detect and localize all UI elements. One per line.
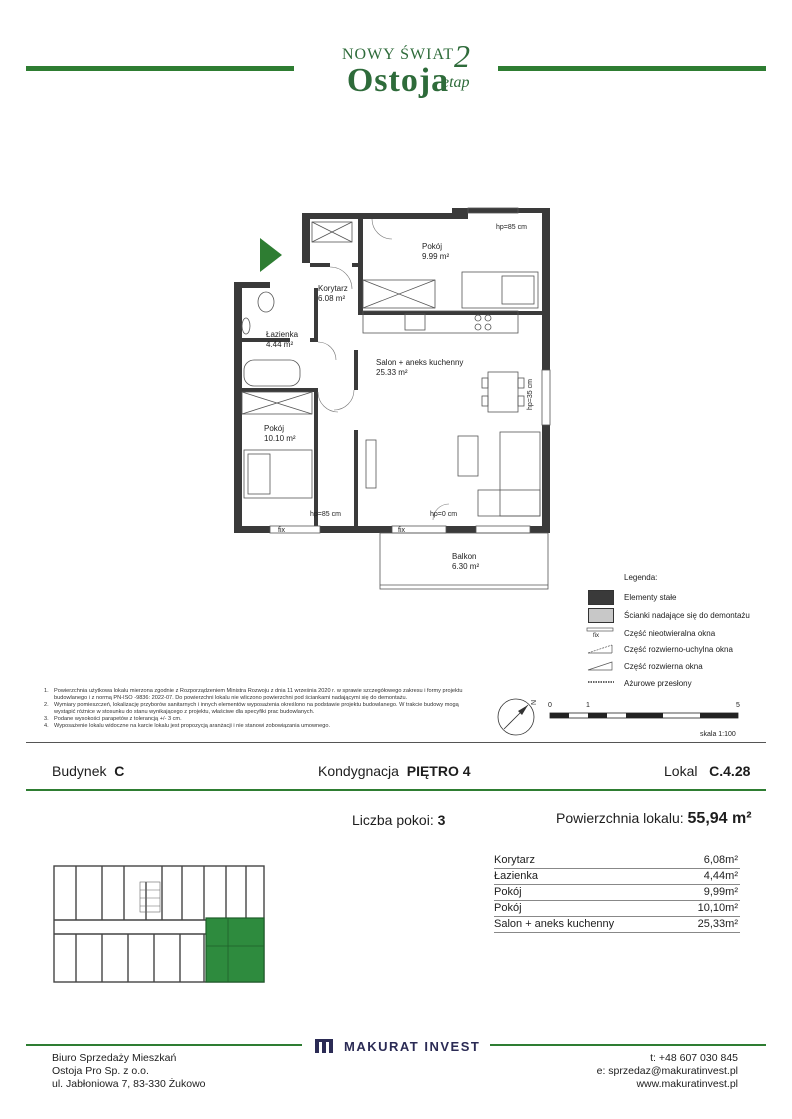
footer-email[interactable]: e: sprzedaz@makuratinvest.pl xyxy=(596,1065,738,1077)
scale-label: skala 1:100 xyxy=(700,731,736,738)
separator-top xyxy=(26,742,766,743)
legend-item-screens: Ażurowe przesłony xyxy=(624,679,692,688)
room-label-balkon: Balkon 6.30 m² xyxy=(452,552,480,571)
spec-row-salon: Salon + aneks kuchenny 25,33m² xyxy=(494,917,740,933)
compass-north-label: N xyxy=(531,699,539,706)
floor-info: Kondygnacja PIĘTRO 4 xyxy=(318,763,471,779)
makurat-logo xyxy=(300,1035,492,1057)
scale-tick-1: 1 xyxy=(586,702,590,709)
footer-contact xyxy=(597,1052,738,1091)
legend-casement-window-icon xyxy=(586,659,616,673)
window-height-side: hp=35 cm xyxy=(527,379,534,410)
scale-tick-0: 0 xyxy=(548,702,552,709)
window-height-balcony: hp=0 cm xyxy=(430,511,458,518)
floor-plan xyxy=(230,200,560,600)
notes xyxy=(44,688,464,730)
legend-fix-window-icon xyxy=(586,626,616,640)
separator-green xyxy=(26,789,766,791)
legend-tilt-window-icon xyxy=(586,642,616,656)
legend-item-fixed: Elementy stałe xyxy=(624,593,677,602)
floor-plan-drawing xyxy=(230,200,560,600)
header-bar-left xyxy=(26,66,294,71)
note-1: 1. Powierzchnia użytkowa lokalu mierzona zgodnie z Rozporządzeniem Ministra Rozwoju z dnia 11 września 2020 r. w sprawie szczegółowego zakresu i formy projektu budowlanego i z normą PN-ISO -9836: 2022-07. Do powierzchni lokalu nie wliczono powierzchni pod ściankami nadającymi się do demontażu. xyxy=(44,688,463,701)
window-height-bottom: hp=85 cm xyxy=(310,511,341,518)
scale-bar xyxy=(548,710,744,722)
highlighted-unit xyxy=(206,918,264,982)
spec-row-korytarz: Korytarz 6,08m² xyxy=(494,853,740,869)
ostoja-logo xyxy=(318,38,478,99)
note-3: 3. Podane wysokości parapetów z tolerancją +/- 3 cm. xyxy=(44,716,182,722)
legend-item-demolition: Ścianki nadające się do demontażu xyxy=(624,611,750,620)
room-label-pokoj-1: Pokój 9.99 m² xyxy=(422,242,450,261)
fix-mark-1: fix xyxy=(278,527,285,534)
footer-bar-right xyxy=(490,1044,766,1046)
logo-stage-word: etap xyxy=(442,74,470,91)
room-label-korytarz: Korytarz 6.08 m² xyxy=(318,284,348,303)
legend-title: Legenda: xyxy=(624,573,658,582)
legend-swatch-fixed xyxy=(588,590,614,605)
spec-row-pokoj-1: Pokój 9,99m² xyxy=(494,885,740,901)
entrance-arrow-icon xyxy=(260,238,282,272)
building-info: Budynek C xyxy=(52,763,125,779)
footer-phone[interactable]: t: +48 607 030 845 xyxy=(650,1052,738,1064)
makurat-logo-text: MAKURAT INVEST xyxy=(344,1039,481,1054)
note-2: 2. Wymiary pomieszczeń, lokalizację przyborów sanitarnych i innych elementów wyposażenia określono na podstawie projektu budowlanego. W trakcie budowy mogą wystąpić różnice w stosunku do stanu wynikającego z projektu, właściwe dla specyfiki prac budowlanych. xyxy=(44,702,459,715)
spec-row-lazienka: Łazienka 4,44m² xyxy=(494,869,740,885)
fix-mark-2: fix xyxy=(398,527,405,534)
room-label-pokoj-2: Pokój 10.10 m² xyxy=(264,424,296,443)
legend-item-nonopening: Część nieotwieralna okna xyxy=(624,629,716,638)
note-4: 4. Wyposażenie lokalu widoczne na karcie lokalu jest propozycją aranżacji i nie stanowi zobowiązania umownego. xyxy=(44,723,331,729)
building-key-plan xyxy=(50,862,272,986)
legend-fix-label: fix xyxy=(593,633,599,639)
legend-item-tilt: Część rozwierno-uchylna okna xyxy=(624,645,733,654)
spec-row-pokoj-2: Pokój 10,10m² xyxy=(494,901,740,917)
logo-line1: NOWY ŚWIAT xyxy=(341,46,455,63)
footer-website[interactable]: www.makuratinvest.pl xyxy=(636,1078,738,1090)
footer-bar-left xyxy=(26,1044,302,1046)
logo-stage-number: 2 xyxy=(454,38,470,74)
scale-tick-5: 5 xyxy=(736,702,740,709)
rooms-count: Liczba pokoi: 3 xyxy=(352,812,446,828)
unit-area: Powierzchnia lokalu: 55,94 m² xyxy=(556,810,752,827)
footer-address: Biuro Sprzedaży Mieszkań Ostoja Pro Sp. z o.o. ul. Jabłoniowa 7, 83-330 Żukowo xyxy=(52,1052,206,1090)
legend-item-casement: Część rozwierna okna xyxy=(624,662,703,671)
room-label-lazienka: Łazienka 4.44 m² xyxy=(266,330,299,349)
header-bar-right xyxy=(498,66,766,71)
logo-line2: Ostoja xyxy=(346,62,450,99)
legend-swatch-demolition xyxy=(588,608,614,623)
legend-screen-icon xyxy=(586,678,616,686)
room-label-salon: Salon + aneks kuchenny 25.33 m² xyxy=(376,358,464,377)
makurat-logo-icon xyxy=(314,1037,338,1055)
unit-info: Lokal C.4.28 xyxy=(664,763,751,779)
window-height-top: hp=85 cm xyxy=(496,224,527,231)
